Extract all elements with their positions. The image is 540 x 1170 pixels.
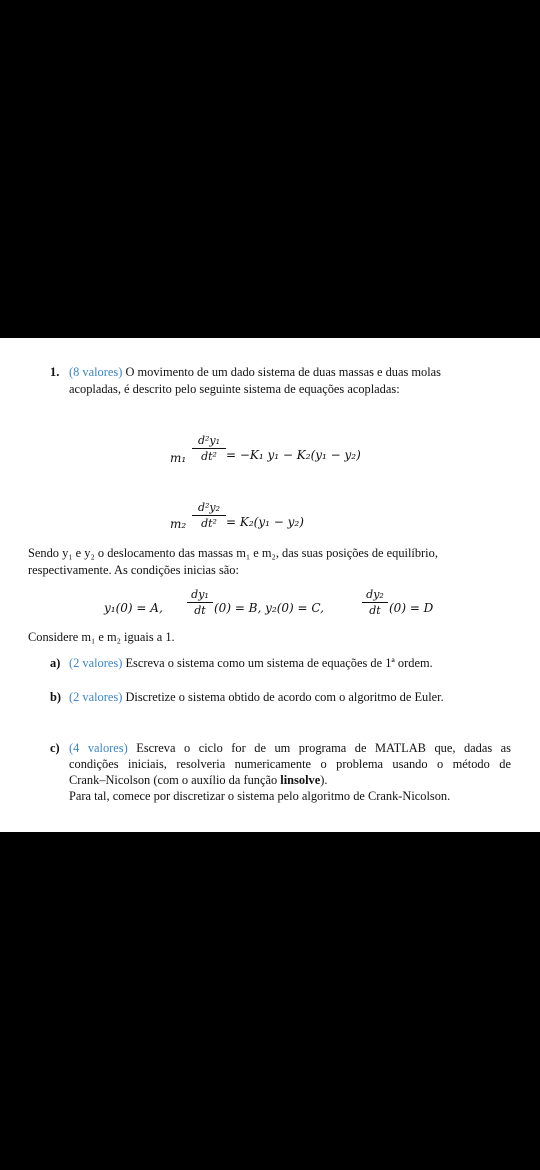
eq1-fraction [192, 434, 226, 463]
eq2-rhs: = K₂(y₁ − y₂) [226, 515, 304, 529]
item-a-text-line: (2 valores) Escreva o sistema como um sistema de equações de 1ª ordem. [69, 656, 433, 670]
problem-intro-line1: (8 valores) O movimento de um dado sistema de duas massas e duas molas [69, 365, 441, 379]
item-b-letter: b) [50, 690, 62, 704]
item-c-line4: Para tal, comece por discretizar o sistema pelo algoritmo de Crank-Nicolson. [69, 789, 451, 803]
ic-dy1-fraction: dy₁ dt [187, 588, 213, 617]
eq2-numerator: d²y₂ [197, 501, 221, 514]
item-b-text-line: (2 valores) Discretize o sistema obtido de acordo com o algoritmo de Euler. [69, 690, 444, 704]
exam-page [0, 338, 540, 832]
description-line2: respectivamente. As condições inicias são: [28, 563, 239, 577]
item-a-points: (2 valores) [69, 656, 123, 670]
eq2-coef: m₂ [170, 517, 187, 531]
item-b-points: (2 valores) [69, 690, 123, 704]
ic-dy2-fraction: dy₂ dt [362, 588, 388, 617]
eq2-denominator: dt² [201, 517, 217, 530]
item-a-letter: a) [50, 656, 61, 670]
problem-number: 1. [50, 365, 60, 379]
eq1-numerator: d²y₁ [197, 434, 221, 447]
problem-points: (8 valores) [69, 365, 123, 379]
ic-dy2-rest: (0) = D [389, 601, 434, 615]
item-c-line1: (4 valores) Escreva o ciclo for de um programa de MATLAB que, dadas as [69, 741, 511, 755]
ic-y1: y₁(0) = A, [104, 601, 163, 615]
description-line1: Sendo y₁ e y₂ o deslocamento das massas m₁ e m₂, das suas posições de equilíbrio, [28, 546, 438, 560]
item-c-points: (4 valores) [69, 741, 128, 755]
item-c-line3: Crank–Nicolson (com o auxílio da função linsolve). [69, 773, 328, 787]
ic-dy1-rest: (0) = B, y₂(0) = C, [214, 601, 324, 615]
item-c-letter: c) [50, 741, 60, 755]
eq1-coef: m₁ [170, 451, 187, 465]
eq1-denominator: dt² [201, 450, 217, 463]
item-c-line2: condições iniciais, resolveria numericamente o problema usando o método de [69, 757, 511, 771]
linsolve-keyword: linsolve [280, 773, 321, 787]
consider-text: Considere m₁ e m₂ iguais a 1. [28, 630, 175, 644]
problem-intro-line2: acopladas, é descrito pelo seguinte sistema de equações acopladas: [69, 382, 400, 396]
eq1-rhs: = −K₁ y₁ − K₂(y₁ − y₂) [226, 448, 361, 462]
eq2-fraction [192, 501, 226, 530]
